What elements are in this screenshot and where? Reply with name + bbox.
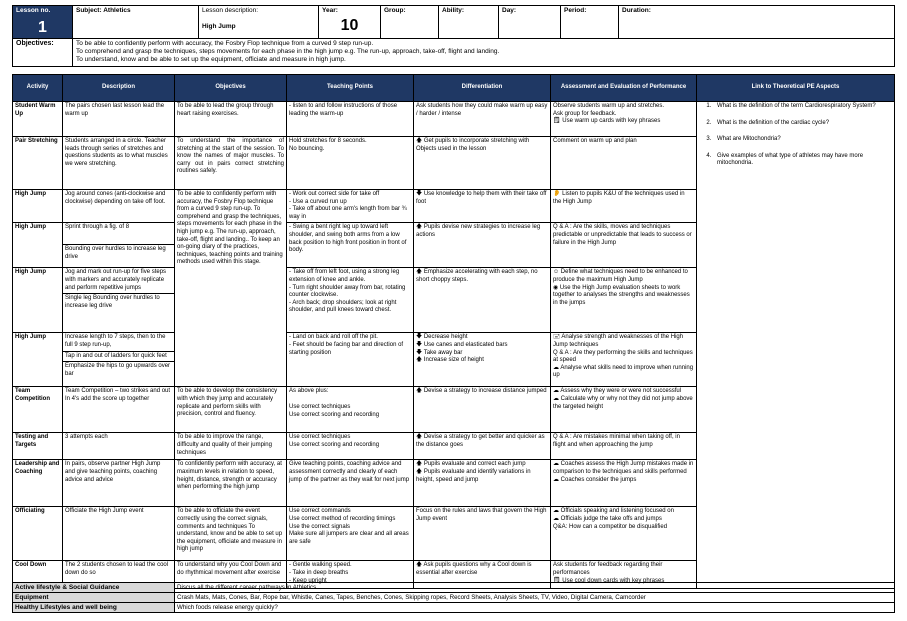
assessment-text: Comment on warm up and plan bbox=[553, 138, 637, 144]
teaching-cell bbox=[287, 460, 414, 507]
description-subline: Single leg Bounding over hurdles to increase leg drive bbox=[63, 293, 174, 310]
teaching-cell bbox=[287, 223, 414, 268]
differentiation-text: 🡇 Decrease height bbox=[416, 334, 468, 341]
teaching-point: - Take off about one arm's length from bar ¾ way in bbox=[289, 206, 407, 220]
teaching-point: Use correct method of recording timings bbox=[289, 516, 396, 523]
footer-label: Equipment bbox=[13, 593, 175, 603]
description-cell bbox=[63, 223, 175, 268]
teaching-point: Use correct techniques bbox=[289, 434, 351, 441]
lesson-number-label: Lesson no. bbox=[16, 7, 51, 14]
assessment-cell bbox=[551, 190, 697, 223]
table-row bbox=[13, 102, 895, 137]
assessment-text: Observe students warm up and stretches. bbox=[553, 103, 665, 109]
day-label: Day: bbox=[502, 7, 517, 14]
objectives-cell bbox=[73, 39, 895, 67]
activity-cell: Cool Down bbox=[13, 561, 63, 589]
lesson-number-cell bbox=[13, 6, 73, 39]
teaching-point: - Swing a bent right leg up toward left shoulder, and swing both arms from a low back position to high front position in front of body. bbox=[289, 224, 407, 254]
teaching-point: Give teaching points, coaching advice and assessment correctly and clearly of each jump of the partner as they wait for next jump bbox=[289, 461, 410, 483]
differentiation-text: Ask students how they could make warm up easy / harder / intense bbox=[416, 103, 548, 117]
assessment-text: 🖃 Analyse strength and weaknesses of the High Jump techniques bbox=[553, 334, 684, 349]
differentiation-cell bbox=[414, 507, 551, 561]
objectives-label-cell bbox=[13, 39, 73, 67]
description-text: Jog and mark out run-up for five steps with markers and accurately replicate and perform repetitive jumps bbox=[65, 269, 167, 291]
description-text: The 2 students chosen to lead the cool down do so bbox=[65, 562, 169, 577]
teaching-cell bbox=[287, 387, 414, 433]
assessment-text: ☁ Calculate why or why not they did not jump above the targeted height bbox=[553, 396, 693, 410]
assessment-cell bbox=[551, 102, 697, 137]
assessment-text: ☁ Coaches consider the jumps bbox=[553, 476, 637, 483]
differentiation-text: 🡅 Ask pupils questions why a Cool down is essential after exercise bbox=[416, 562, 532, 577]
differentiation-cell bbox=[414, 223, 551, 268]
differentiation-cell bbox=[414, 387, 551, 433]
assessment-text: ☁ Analyse what skills need to improve when running up bbox=[553, 364, 694, 379]
footer-label: Healthy Lifestyles and well being bbox=[13, 603, 175, 613]
teaching-point: - Take in deep breaths bbox=[289, 570, 349, 577]
assessment-text: 👂 Listen to pupils K&U of the techniques used in the High Jump bbox=[553, 191, 685, 205]
differentiation-cell bbox=[414, 190, 551, 223]
assessment-text: ☁ Assess why they were or were not successful bbox=[553, 388, 682, 395]
description-text: In pairs, observe partner High Jump and give teaching points, coaching advice and advice bbox=[65, 461, 161, 483]
differentiation-text: 🡇 Use knowledge to help them with their take off foot bbox=[416, 191, 547, 205]
teaching-point: Use correct scoring and recording bbox=[289, 411, 380, 418]
assessment-text: Q & A : Are the skills, moves and techniques predictable or unpredictable that leads to success or failure in the High Jump bbox=[553, 224, 692, 246]
differentiation-cell bbox=[414, 433, 551, 460]
differentiation-text: 🡅 Increase size of height bbox=[416, 357, 484, 364]
activity-cell: High Jump bbox=[13, 223, 63, 268]
teaching-point: Use correct scoring and recording bbox=[289, 442, 380, 449]
assessment-text: ☁ Officials speaking and listening focused on bbox=[553, 508, 674, 515]
differentiation-cell bbox=[414, 268, 551, 333]
teaching-point: - Turn right shoulder away from bar, rotating counter clockwise. bbox=[289, 284, 406, 299]
objective-line: To understand, know and be able to set up the equipment, officiate and measure in high jump. bbox=[76, 55, 346, 63]
activity-cell: Student Warm Up bbox=[13, 102, 63, 137]
activity-cell: Leadership and Coaching bbox=[13, 460, 63, 507]
year-cell bbox=[319, 6, 381, 39]
assessment-text: Ask students for feedback regarding their performances bbox=[553, 562, 663, 577]
column-header-link: Link to Theoretical PE Aspects bbox=[697, 75, 895, 102]
description-text: 3 attempts each bbox=[65, 434, 108, 441]
objectives-cell: To be able to confidently perform with accuracy, the Fosbry Flop technique from a curved 9 step run-up. To comprehend and grasp the techniques, steps movements for each phase in the high jump e.g. The run-up, approach, take-off, flight and landing.. To keep an on-going diary of the practices, techniques, teaching points and training methods used within this stage. bbox=[175, 190, 287, 387]
column-header-teaching-points: Teaching Points bbox=[287, 75, 414, 102]
ability-label: Ability: bbox=[442, 7, 465, 14]
description-cell bbox=[63, 460, 175, 507]
description-text: Jog around cones (anti-clockwise and clockwise) depending on take off foot. bbox=[65, 191, 166, 205]
assessment-text: Ask group for feedback. bbox=[553, 110, 617, 117]
footer-value: Discus all the different career pathways in Athletics bbox=[175, 583, 895, 593]
assessment-cell bbox=[551, 460, 697, 507]
teaching-cell bbox=[287, 507, 414, 561]
description-text: Students arranged in a circle. Teacher leads through series of stretches and questions students as to what muscles we were stretching. bbox=[65, 138, 168, 167]
table-header-row bbox=[13, 75, 895, 102]
activity-cell: Officiating bbox=[13, 507, 63, 561]
description-subline: Bounding over hurdles to increase leg drive bbox=[63, 244, 174, 261]
teaching-cell bbox=[287, 190, 414, 223]
assessment-cell bbox=[551, 387, 697, 433]
differentiation-text: 🡇 Take away bar bbox=[416, 349, 463, 356]
column-header-objectives: Objectives bbox=[175, 75, 287, 102]
lesson-footer bbox=[12, 582, 895, 613]
description-text: Officiate the High Jump event bbox=[65, 508, 144, 515]
theory-link-cell bbox=[697, 102, 895, 589]
year-value: 10 bbox=[340, 16, 359, 34]
description-cell bbox=[63, 387, 175, 433]
description-cell bbox=[63, 333, 175, 387]
assessment-cell bbox=[551, 137, 697, 190]
ability-cell bbox=[439, 6, 499, 39]
description-cell bbox=[63, 507, 175, 561]
description-text: The pairs chosen last lesson lead the warm up bbox=[65, 103, 165, 117]
description-cell bbox=[63, 190, 175, 223]
differentiation-cell bbox=[414, 460, 551, 507]
teaching-point: - Take off from left foot, using a strong leg extension of knee and ankle. bbox=[289, 269, 400, 284]
teaching-point: - Feet should be facing bar and direction of starting position bbox=[289, 342, 404, 356]
teaching-point: Use correct techniques bbox=[289, 404, 351, 411]
assessment-cell bbox=[551, 333, 697, 387]
teaching-point: - Keep upright bbox=[289, 577, 327, 584]
teaching-cell bbox=[287, 433, 414, 460]
duration-cell bbox=[619, 6, 895, 39]
footer-row bbox=[13, 593, 895, 603]
differentiation-cell bbox=[414, 333, 551, 387]
differentiation-cell bbox=[414, 137, 551, 190]
teaching-point: Use correct commands bbox=[289, 508, 351, 515]
teaching-cell bbox=[287, 137, 414, 190]
assessment-cell bbox=[551, 507, 697, 561]
description-text: Increase length to 7 steps, then to the full 9 step run-up, bbox=[65, 334, 166, 349]
description-text: Sprint through a fig. of 8 bbox=[65, 224, 130, 231]
lesson-number: 1 bbox=[38, 18, 47, 36]
activity-cell: Testing and Targets bbox=[13, 433, 63, 460]
teaching-point: As above plus: bbox=[289, 388, 329, 395]
differentiation-text: 🡅 Emphasize accelerating with each step, no short choppy steps. bbox=[416, 269, 538, 284]
assessment-text: ◉ Use the High Jump evaluation sheets to work together to analyses the strengths and weaknesses in the jumps bbox=[553, 284, 690, 306]
objectives-cell: To confidently perform with accuracy, at maximum levels in relation to speed, height, distance, strength or accuracy when performing the high jump bbox=[175, 460, 287, 507]
teaching-cell bbox=[287, 268, 414, 333]
lesson-description-label: Lesson description: bbox=[202, 7, 259, 14]
objectives-cell: To be able to officiate the event correctly using the correct signals, comments and techniques To understand, know and be able to set up the equipment, officiate and measure in high jump bbox=[175, 507, 287, 561]
teaching-point: - Land on back and roll off the pit. bbox=[289, 334, 378, 341]
differentiation-cell bbox=[414, 102, 551, 137]
teaching-cell bbox=[287, 333, 414, 387]
group-label: Group: bbox=[384, 7, 406, 14]
footer-value: Which foods release energy quickly? bbox=[175, 603, 895, 613]
teaching-point: - listen to and follow instructions of those leading the warm-up bbox=[289, 103, 398, 117]
differentiation-text: 🡅 Devise a strategy to get better and quicker as the distance goes bbox=[416, 434, 545, 449]
activity-cell: High Jump bbox=[13, 268, 63, 333]
assessment-text: Q & A : Are mistakes minimal when taking off, in flight and when approaching the jump bbox=[553, 434, 680, 449]
activity-cell: High Jump bbox=[13, 190, 63, 223]
activity-cell: Pair Stretching bbox=[13, 137, 63, 190]
group-cell bbox=[381, 6, 439, 39]
theory-question: 4. Give examples of what type of athletes may have more mitochondria. bbox=[713, 153, 892, 168]
assessment-text: ☁ Officials judge the take offs and jumps bbox=[553, 516, 662, 523]
assessment-cell bbox=[551, 433, 697, 460]
period-cell bbox=[561, 6, 619, 39]
differentiation-text: 🡅 Pupils evaluate and identify variations in height, speed and jump bbox=[416, 469, 531, 483]
objectives-cell: To be able to improve the range, difficulty and quality of their jumping techniques bbox=[175, 433, 287, 460]
column-header-activity: Activity bbox=[13, 75, 63, 102]
description-cell bbox=[63, 268, 175, 333]
footer-row bbox=[13, 603, 895, 613]
subject-cell bbox=[73, 6, 199, 39]
differentiation-text: Focus on the rules and laws that govern the High Jump event bbox=[416, 508, 547, 523]
footer-label: Active lifestyle & Social Guidance bbox=[13, 583, 175, 593]
theory-question: 1. What is the definition of the term Cardiorespiratory System? bbox=[713, 103, 892, 111]
differentiation-text: 🡇 Use canes and elasticated bars bbox=[416, 342, 508, 349]
teaching-point: No bouncing. bbox=[289, 145, 325, 152]
description-subline: Emphasize the hips to go upwards over bar bbox=[63, 361, 174, 378]
teaching-point: Hold stretches for 8 seconds. bbox=[289, 138, 367, 144]
objectives-cell: To be able to develop the consistency with which they jump and accurately replicate and perform skills with precision, control and fluency. bbox=[175, 387, 287, 433]
teaching-point: - Use a curved run up bbox=[289, 198, 347, 205]
description-text: Team Competition – two strikes and out bbox=[65, 388, 171, 395]
period-label: Period: bbox=[564, 7, 587, 14]
objective-line: To comprehend and grasp the techniques, steps movements for each phase in the high jump e.g. The run-up, approach, take-off, flight and landing. bbox=[76, 47, 500, 55]
teaching-point-spacer bbox=[289, 396, 411, 404]
activity-cell: High Jump bbox=[13, 333, 63, 387]
assessment-text: ☺ Define what techniques need to be enhanced to produce the maximum High Jump bbox=[553, 269, 688, 284]
column-header-description: Description bbox=[63, 75, 175, 102]
description-cell bbox=[63, 102, 175, 137]
lesson-plan-table bbox=[12, 74, 895, 589]
assessment-cell bbox=[551, 268, 697, 333]
assessment-text: Q&A: How can a competitor be disqualified bbox=[553, 523, 668, 530]
theory-question: 2. What is the definition of the cardiac cycle? bbox=[713, 120, 892, 128]
assessment-text: 🗒 Use warm up cards with key phrases bbox=[553, 118, 661, 125]
footer-value: Crash Mats, Mats, Cones, Bar, Rope bar, Whistle, Canes, Tapes, Benches, Cones, Skipping ropes, Record Sheets, Analysis Sheets, TV, Video, Digital Camera, Camcorder bbox=[175, 593, 895, 603]
lesson-header bbox=[12, 5, 895, 67]
lesson-description-cell bbox=[199, 6, 319, 39]
teaching-point: - Arch back; drop shoulders; look at right shoulder, and pull knees toward chest. bbox=[289, 299, 397, 314]
theory-question: 3. What are Mitochondria? bbox=[713, 136, 892, 144]
teaching-cell bbox=[287, 102, 414, 137]
differentiation-text: 🡅 Pupils evaluate and correct each jump bbox=[416, 461, 526, 468]
assessment-text: ☁ Coaches assess the High Jump mistakes made in comparison to the techniques and skills performed bbox=[553, 461, 694, 476]
differentiation-text: 🡅 Pupils devise new strategies to increase leg actions bbox=[416, 224, 541, 239]
lesson-description: High Jump bbox=[202, 22, 236, 30]
teaching-point: - Gentle walking speed. bbox=[289, 562, 352, 569]
duration-label: Duration: bbox=[622, 7, 651, 14]
assessment-text: Q & A : Are they performing the skills and techniques at speed bbox=[553, 349, 693, 364]
column-header-assessment: Assessment and Evaluation of Performance bbox=[551, 75, 697, 102]
teaching-point: Make sure all jumpers are clear and all areas are safe bbox=[289, 531, 409, 545]
description-cell bbox=[63, 433, 175, 460]
year-label: Year: bbox=[322, 7, 338, 14]
description-cell bbox=[63, 137, 175, 190]
column-header-differentiation: Differentiation bbox=[414, 75, 551, 102]
activity-cell: Team Competition bbox=[13, 387, 63, 433]
subject: Subject: Athletics bbox=[76, 7, 131, 14]
description-subline: Tap in and out of ladders for quick feet bbox=[63, 351, 174, 361]
objectives-label: Objectives: bbox=[16, 40, 54, 47]
theory-question-list bbox=[699, 103, 892, 168]
differentiation-text: 🡅 Devise a strategy to increase distance jumped bbox=[416, 388, 547, 395]
teaching-point: Use the correct signals bbox=[289, 523, 351, 530]
footer-row bbox=[13, 583, 895, 593]
assessment-text: 🗒 Use cool down cards with key phrases bbox=[553, 577, 665, 584]
day-cell bbox=[499, 6, 561, 39]
objectives-cell: To understand why you Cool Down and do rhythmical movement after exercise bbox=[175, 561, 287, 589]
description-text: In 4's add the score up together bbox=[65, 396, 150, 403]
objectives-cell: To be able to lead the group through heart raising exercises. bbox=[175, 102, 287, 137]
teaching-point: - Work out correct side for take off bbox=[289, 191, 380, 197]
objective-line: To be able to confidently perform with accuracy, the Fosbry Flop technique from a curved 9 step run-up. bbox=[76, 40, 374, 47]
objectives-cell: To understand the importance of stretching at the start of the session. To know the names of major muscles. To carry out in pairs correct stretching routines safely. bbox=[175, 137, 287, 190]
differentiation-text: 🡅 Get pupils to incorporate stretching with Objects used in the lesson bbox=[416, 138, 530, 152]
assessment-cell bbox=[551, 223, 697, 268]
